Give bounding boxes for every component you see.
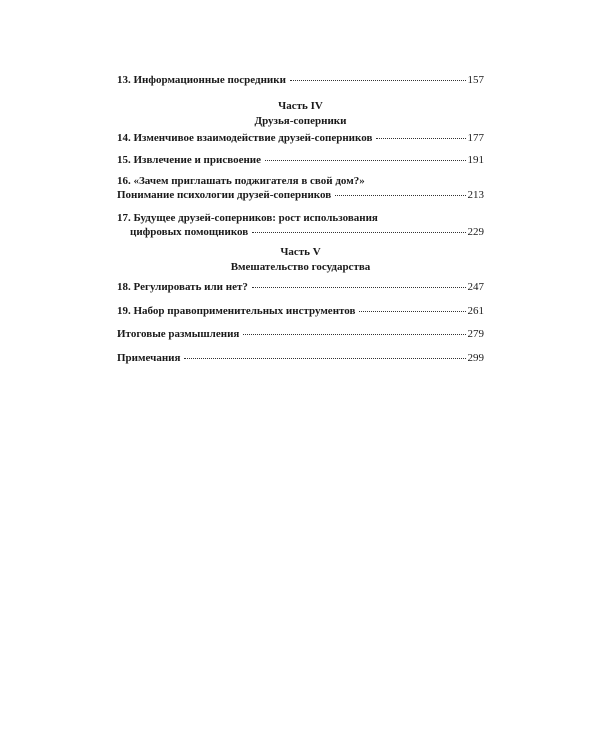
part-heading-5 bbox=[117, 245, 484, 275]
dot-leader bbox=[290, 80, 466, 81]
dot-leader bbox=[184, 358, 465, 359]
toc-entry-title: 16. «Зачем приглашать поджигателя в свой дом?» bbox=[117, 175, 365, 187]
toc-entry-18 bbox=[117, 280, 484, 294]
toc-entry-title: Примечания bbox=[117, 352, 181, 364]
toc-entry-title: 13. Информационные посредники bbox=[117, 74, 286, 86]
toc-entry-final-thoughts bbox=[117, 327, 484, 341]
part-heading-4 bbox=[117, 99, 484, 129]
toc-entry-title: Итоговые размышления bbox=[117, 328, 240, 340]
toc-entry-notes bbox=[117, 351, 484, 365]
toc-entry-16 bbox=[117, 174, 484, 202]
toc-entry-15 bbox=[117, 153, 484, 167]
toc-entry-continuation bbox=[117, 225, 484, 239]
toc-page-number: 247 bbox=[467, 281, 484, 293]
toc-page-number: 191 bbox=[467, 154, 484, 166]
dot-leader bbox=[376, 138, 465, 139]
dot-leader bbox=[265, 160, 465, 161]
toc-entry-19 bbox=[117, 304, 484, 318]
dot-leader bbox=[252, 287, 466, 288]
toc-entry-14 bbox=[117, 131, 484, 145]
toc-page-number: 177 bbox=[467, 132, 484, 144]
toc-page-number: 229 bbox=[467, 226, 484, 238]
dot-leader bbox=[252, 232, 465, 233]
dot-leader bbox=[359, 311, 465, 312]
dot-leader bbox=[243, 334, 465, 335]
toc-entry-title: 15. Извлечение и присвоение bbox=[117, 154, 262, 166]
toc-entry-title: 18. Регулировать или нет? bbox=[117, 281, 248, 293]
toc-page-number: 157 bbox=[467, 74, 484, 86]
toc-entry-title: 19. Набор правоприменительных инструментов bbox=[117, 305, 356, 317]
part-label: Часть IV bbox=[278, 100, 323, 112]
toc-entry-title-cont: Понимание психологии друзей-соперников bbox=[117, 189, 332, 201]
toc-entry-title: 14. Изменчивое взаимодействие друзей-соперников bbox=[117, 132, 373, 144]
part-title: Друзья-соперники bbox=[254, 115, 347, 127]
toc-page-number: 279 bbox=[467, 328, 484, 340]
toc-entry-continuation bbox=[117, 188, 484, 202]
toc-page-number: 299 bbox=[467, 352, 484, 364]
toc-entry-title-cont: цифровых помощников bbox=[130, 226, 249, 238]
toc-page-number: 213 bbox=[467, 189, 484, 201]
part-label: Часть V bbox=[280, 246, 321, 258]
toc-page-number: 261 bbox=[467, 305, 484, 317]
dot-leader bbox=[335, 195, 465, 196]
toc-entry-13 bbox=[117, 73, 484, 87]
toc-entry-title: 17. Будущее друзей-соперников: рост использования bbox=[117, 212, 378, 224]
part-title: Вмешательство государства bbox=[230, 261, 371, 273]
toc-entry-17 bbox=[117, 211, 484, 239]
